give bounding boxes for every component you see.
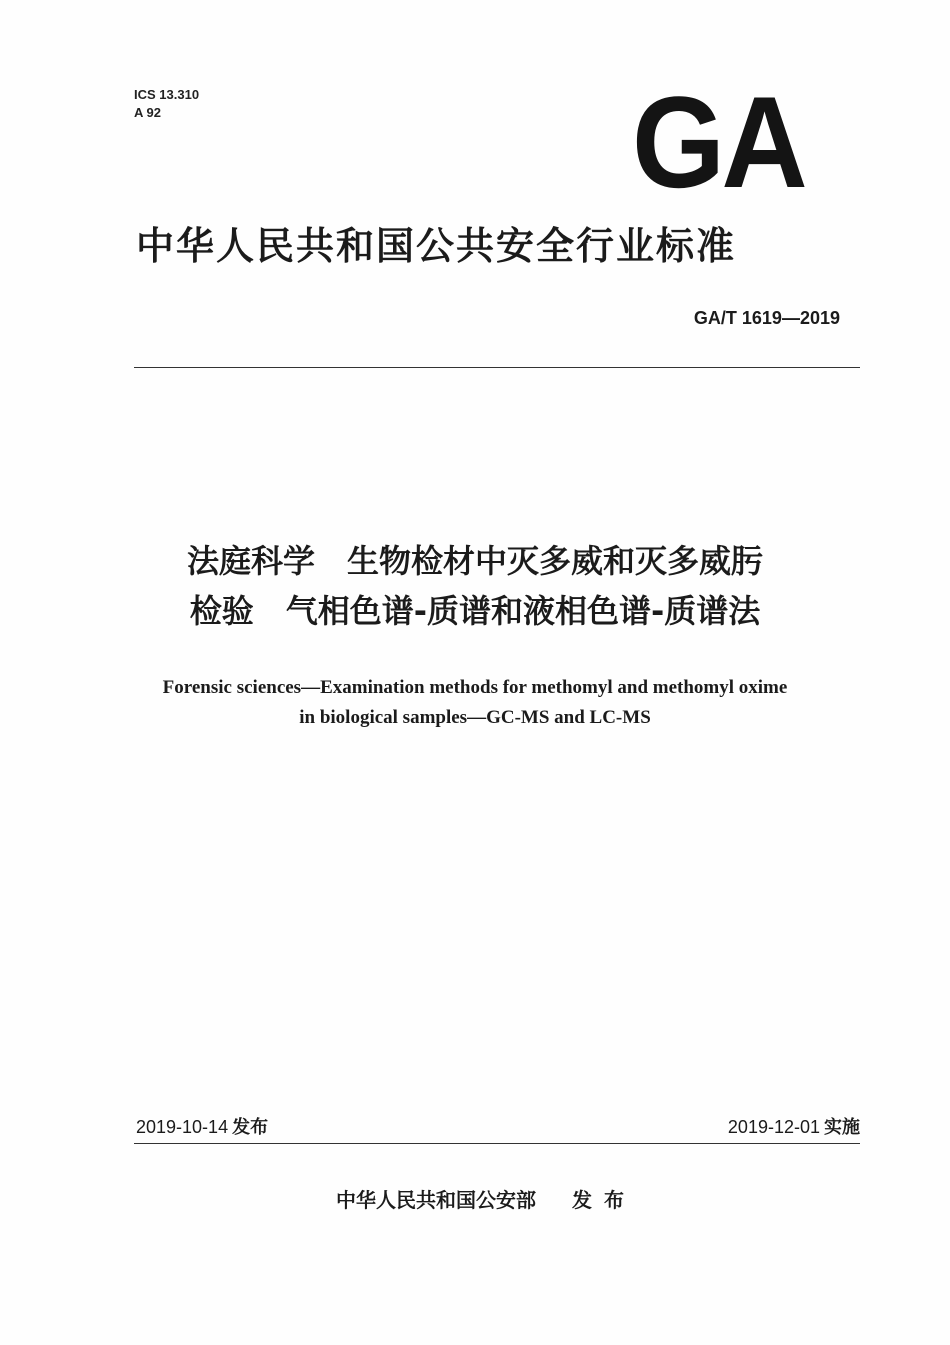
chinese-title-line-1: 法庭科学 生物检材中灭多威和灭多威肟 bbox=[186, 542, 763, 580]
ga-logo: GA bbox=[632, 69, 805, 215]
issuer-action: 发布 bbox=[572, 1188, 636, 1212]
top-divider bbox=[134, 367, 860, 368]
standard-number: GA/T 1619—2019 bbox=[693, 308, 840, 328]
chinese-title-line-2: 检验 气相色谱-质谱和液相色谱-质谱法 bbox=[189, 592, 761, 630]
implement-label: 实施 bbox=[824, 1117, 860, 1138]
dates-row bbox=[136, 1114, 860, 1140]
issue-date-group bbox=[136, 1114, 268, 1141]
standard-category-title: 中华人民共和国公共安全行业标准 bbox=[136, 224, 737, 268]
issuer-name: 中华人民共和国公安部 bbox=[336, 1188, 536, 1212]
english-title bbox=[60, 673, 890, 733]
implement-date: 2019-12-01 bbox=[727, 1117, 820, 1137]
ccs-code: A 92 bbox=[134, 105, 161, 120]
implement-date-group bbox=[728, 1114, 860, 1141]
chinese-title bbox=[60, 536, 890, 636]
english-title-line-1: Forensic sciences—Examination methods for methomyl and methomyl oxime bbox=[162, 677, 788, 698]
issue-label: 发布 bbox=[232, 1117, 269, 1138]
issue-date: 2019-10-14 bbox=[136, 1117, 229, 1137]
ics-code: ICS 13.310 bbox=[134, 87, 200, 102]
english-title-line-2: in biological samples—GC-MS and LC-MS bbox=[299, 707, 651, 728]
bottom-divider bbox=[134, 1143, 860, 1144]
issuer-line bbox=[336, 1186, 636, 1214]
classification-codes bbox=[134, 86, 199, 122]
